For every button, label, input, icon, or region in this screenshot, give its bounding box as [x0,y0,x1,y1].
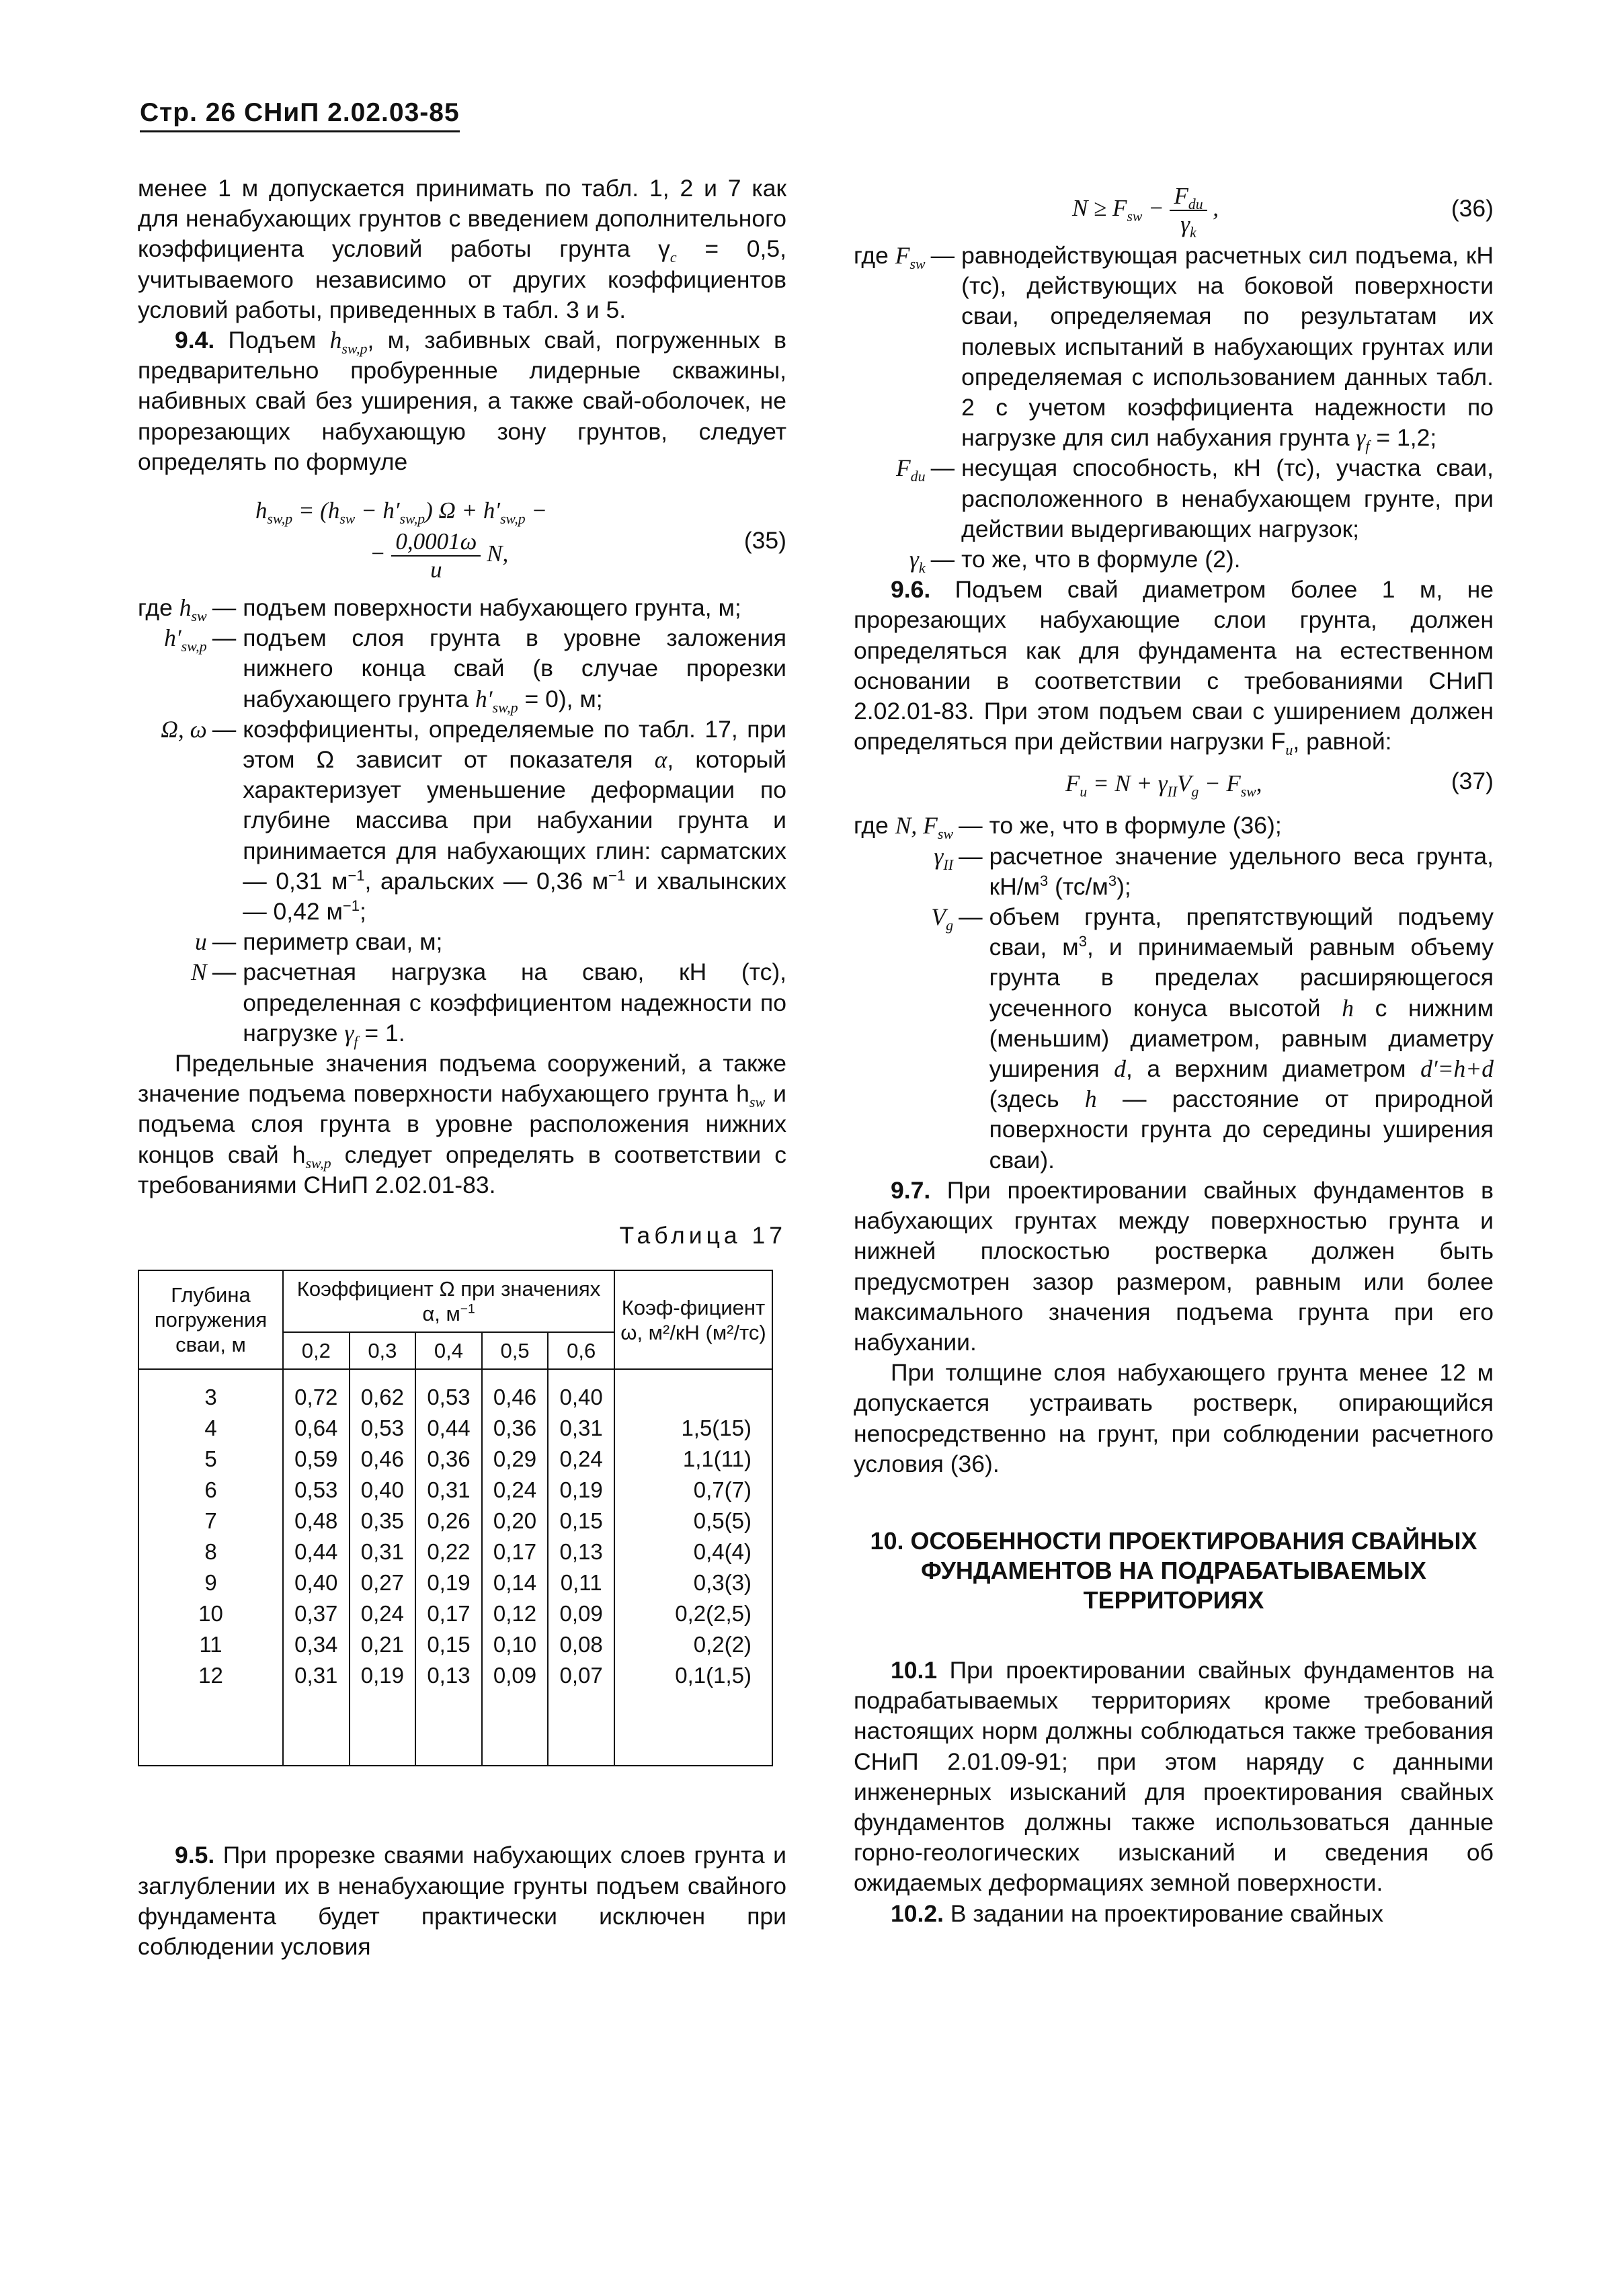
cell-omega: 0,14 [482,1567,549,1598]
cell-omega: 0,44 [283,1536,350,1567]
cell-omega: 0,29 [482,1444,549,1475]
cell-omega: 0,24 [482,1475,549,1506]
cell-depth: 7 [138,1506,283,1536]
cell-omega: 0,31 [283,1660,350,1766]
column-header-w: Коэф-фициент ω, м²/кН (м²/тс) [614,1270,772,1369]
cell-omega: 0,17 [415,1598,482,1629]
table-row [138,1369,772,1413]
table-row [138,1506,772,1536]
equation-number-37: (37) [1451,768,1494,795]
cell-w: 0,7(7) [614,1475,772,1506]
cell-w: 0,1(1,5) [614,1660,772,1766]
table-row [138,1629,772,1660]
cell-omega: 0,31 [350,1536,416,1567]
cell-omega: 0,24 [350,1598,416,1629]
definitions-35 [138,593,786,1049]
cell-omega: 0,12 [482,1598,549,1629]
clause-9-7: 9.7. При проектировании свайных фундаментов в набухающих грунтах между поверхностью грунта и нижней плоскостью ростверка должен быть предусмотрен зазор размером, равным или более максимального значения подъема грунта при его набухании. [854,1176,1494,1356]
cell-omega: 0,34 [283,1629,350,1660]
table-row [138,1536,772,1567]
cell-omega: 0,22 [415,1536,482,1567]
cell-omega: 0,15 [415,1629,482,1660]
cell-omega: 0,07 [548,1660,614,1766]
table-row [138,1598,772,1629]
table-17 [138,1270,773,1766]
page-header: Стр. 26 СНиП 2.02.03-85 [140,98,460,132]
definition-item: где $h_{sw}$ — подъем поверхности набухающего грунта, м; [138,594,741,625]
equation-number-36: (36) [1451,195,1494,222]
cell-w: 0,5(5) [614,1506,772,1536]
formula-37: $F_u = N + \gamma_{II}V_g - F_{sw}$, (37) [1065,768,1494,801]
cell-omega: 0,20 [482,1506,549,1536]
column-header-depth: Глубина погружения сваи, м [138,1270,283,1369]
cell-omega: 0,40 [283,1567,350,1598]
right-column [854,173,1494,1929]
table-row [138,1413,772,1444]
cell-omega: 0,62 [350,1369,416,1413]
cell-omega: 0,53 [350,1413,416,1444]
cell-w: 0,2(2,5) [614,1598,772,1629]
cell-depth: 4 [138,1413,283,1444]
cell-depth: 3 [138,1369,283,1413]
formula-36: $N \ge F_{sw}$ − $\frac{F_{du}}{\gamma_k}$ , (36) [1072,183,1494,241]
column-header-alpha: 0,4 [415,1332,482,1369]
section-heading-10: 10. ОСОБЕННОСТИ ПРОЕКТИРОВАНИЯ СВАЙНЫХ ФУНДАМЕНТОВ НА ПОДРАБАТЫВАЕМЫХ ТЕРРИТОРИЯХ [870,1526,1477,1614]
paragraph-continued: менее 1 м допускается принимать по табл. 1, 2 и 7 как для ненабухающих грунтов с введением дополнительного коэффициента условий работы грунта $\gamma_c = 0,5$, учитываемого независимо от других коэффициентов условий работы, приведенных в табл. 3 и 5. [138,175,786,323]
paragraph-9-7b: При толщине слоя набухающего грунта менее 12 м допускается устраивать ростверк, опирающийся непосредственно на грунт, при соблюдении расчетного условия (36). [854,1359,1494,1477]
cell-omega: 0,53 [415,1369,482,1413]
cell-omega: 0,44 [415,1413,482,1444]
cell-omega: 0,19 [548,1475,614,1506]
cell-depth: 9 [138,1567,283,1598]
column-header-alpha: 0,3 [350,1332,416,1369]
cell-omega: 0,64 [283,1413,350,1444]
cell-omega: 0,37 [283,1598,350,1629]
cell-w: 0,2(2) [614,1629,772,1660]
cell-w: 0,3(3) [614,1567,772,1598]
definitions-37 [854,811,1494,1175]
cell-omega: 0,19 [350,1660,416,1766]
column-header-alpha: 0,6 [548,1332,614,1369]
definition-item: $F_{du}$ — несущая способность, кН (тс), участка сваи, расположенного в ненабухающем грунте, при действии выдергивающих нагрузок; [895,454,1494,542]
definition-item: N — расчетная нагрузка на сваю, кН (тс), определенная с коэффициентом надежности по нагрузке $\gamma_f = 1$. [191,958,786,1050]
column-header-omega: Коэффициент Ω при значениях α, $м^{-1}$ [283,1270,614,1332]
cell-omega: 0,40 [350,1475,416,1506]
cell-omega: 0,36 [415,1444,482,1475]
cell-depth: 11 [138,1629,283,1660]
cell-omega: 0,08 [548,1629,614,1660]
clause-9-5: 9.5. При прорезке сваями набухающих слоев грунта и заглублении их в ненабухающие грунты подъем свайного фундамента будет практически исключен при соблюдении условия [138,1842,786,1960]
cell-omega: 0,31 [415,1475,482,1506]
definition-item: $\gamma_{II}$ — расчетное значение удельного веса грунта, $кН/м^3$ $(тс/м^3)$; [934,842,1494,900]
cell-omega: 0,09 [482,1660,549,1766]
definition-item: $\gamma_k$ — то же, что в формуле (2). [909,546,1241,577]
column-header-alpha: 0,2 [283,1332,350,1369]
cell-omega: 0,21 [350,1629,416,1660]
cell-omega: 0,26 [415,1506,482,1536]
cell-omega: 0,59 [283,1444,350,1475]
left-column [138,173,786,1962]
cell-w: 1,5(15) [614,1413,772,1444]
cell-omega: 0,72 [283,1369,350,1413]
cell-omega: 0,53 [283,1475,350,1506]
cell-omega: 0,35 [350,1506,416,1536]
cell-depth: 8 [138,1536,283,1567]
cell-omega: 0,10 [482,1629,549,1660]
cell-omega: 0,48 [283,1506,350,1536]
clause-10-1: 10.1 При проектировании свайных фундаментов на подрабатываемых территориях кроме требований настоящих норм должны соблюдаться также требования СНиП 2.01.09-91; при этом наряду с данными инженерных изысканий для проектирования свайных фундаментов должны также использоваться данные горно-геологических изысканий и сведения об ожидаемых деформациях земной поверхности. [854,1656,1494,1897]
definitions-36 [854,241,1494,575]
cell-omega: 0,46 [350,1444,416,1475]
cell-omega: 0,24 [548,1444,614,1475]
table-caption: Таблица 17 [619,1222,786,1249]
cell-depth: 12 [138,1660,283,1766]
definition-item: где N, $F_{sw}$ — то же, что в формуле (36); [854,812,1282,843]
cell-omega: 0,11 [548,1567,614,1598]
cell-omega: 0,36 [482,1413,549,1444]
cell-omega: 0,27 [350,1567,416,1598]
cell-w [614,1369,772,1413]
cell-depth: 5 [138,1444,283,1475]
formula-35: $h_{sw,p} = (h_{sw} - h'_{sw,p}) \Omega + h'_{sw,p}$ − − $\frac{0,0001\omega}{u}$ N, (35) [255,497,786,583]
cell-omega: 0,46 [482,1369,549,1413]
clause-9-4: 9.4. Подъем $h_{sw,p}$, м, забивных свай, погруженных в предварительно пробуренные лидерные скважины, набивных свай без уширения, а также свай-оболочек, не прорезающих набухающую зону грунтов, следует определять по формуле [138,327,786,475]
cell-omega: 0,31 [548,1413,614,1444]
cell-omega: 0,40 [548,1369,614,1413]
table-row [138,1475,772,1506]
table-row [138,1567,772,1598]
cell-depth: 10 [138,1598,283,1629]
definition-item: где $F_{sw}$ — равнодействующая расчетных сил подъема, кН (тс), действующих на боковой поверхности сваи, определяемая по результатам их полевых испытаний в набухающих грунтах или определяемая с использованием данных табл. 2 с учетом коэффициента надежности по нагрузке для сил набухания грунта $\gamma_f = 1,2$; [854,242,1494,455]
cell-w: 1,1(11) [614,1444,772,1475]
definition-item: u — периметр сваи, м; [194,928,443,956]
definition-item: $h'_{sw,p}$ — подъем слоя грунта в уровне заложения нижнего конца свай (в случае прорезки набухающего грунта $h'_{sw,p} = 0$), м; [164,624,786,716]
cell-omega: 0,19 [415,1567,482,1598]
table-row [138,1444,772,1475]
table-row [138,1660,772,1766]
definition-item: $V_g$ — объем грунта, препятствующий подъему сваи, $м^3$, и принимаемый равным объему грунта в пределах расширяющегося усеченного конуса высотой h с нижним (меньшим) диаметром, равным диаметру уширения d, а верхним диаметром d′=h+d (здесь h — расстояние от природной поверхности грунта до середины уширения сваи). [931,903,1494,1174]
column-header-alpha: 0,5 [482,1332,549,1369]
cell-omega: 0,09 [548,1598,614,1629]
cell-depth: 6 [138,1475,283,1506]
clause-10-2: 10.2. В задании на проектирование свайных [891,1899,1384,1927]
cell-w: 0,4(4) [614,1536,772,1567]
cell-omega: 0,17 [482,1536,549,1567]
definition-item: Ω, ω — коэффициенты, определяемые по табл. 17, при этом Ω зависит от показателя α, который характеризует уменьшение деформации по глубине массива при набухании грунта и принимается для набухающих глин: сарматских — 0,31 $м^{-1}$, аральских — 0,36 $м^{-1}$ и хвалынских — 0,42 $м^{-1}$; [161,715,786,926]
clause-9-6: 9.6. Подъем свай диаметром более 1 м, не прорезающих набухающие слои грунта, должен определяться как для фундамента на естественном основании в соответствии с требованиями СНиП 2.02.01-83. При этом подъем сваи с уширением должен определяться при действии нагрузки $F_u$, равной: [854,576,1494,759]
cell-omega: 0,15 [548,1506,614,1536]
paragraph-limits: Предельные значения подъема сооружений, а также значение подъема поверхности набухающего грунта $h_{sw}$ и подъема слоя грунта в уровне расположения нижних концов свай $h_{sw,p}$ следует определять в соответствии с требованиями СНиП 2.02.01-83. [138,1050,786,1198]
equation-number-35: (35) [743,527,786,555]
cell-omega: 0,13 [415,1660,482,1766]
cell-omega: 0,13 [548,1536,614,1567]
